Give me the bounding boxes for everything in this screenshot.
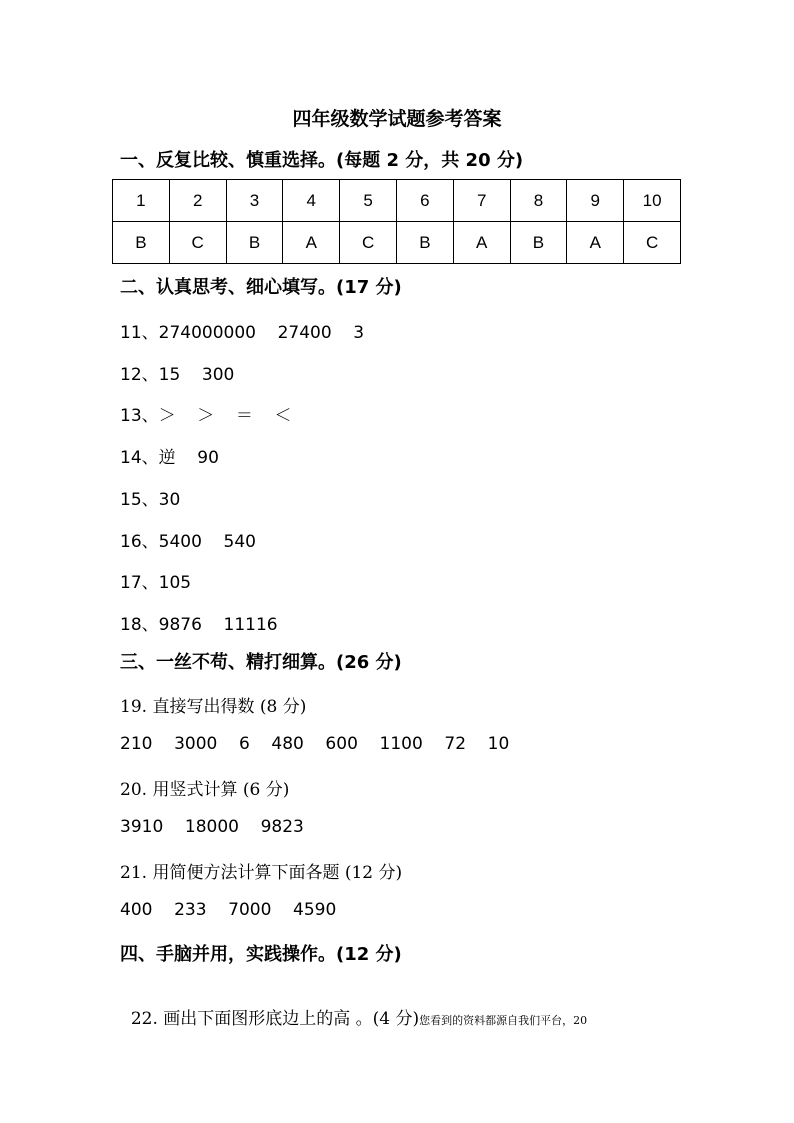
question-19-answers: 210 3000 6 480 600 1100 72 10 <box>120 734 510 754</box>
answer-line-16: 16、5400 540 <box>120 532 256 552</box>
question-20-answers: 3910 18000 9823 <box>120 817 304 837</box>
answer-line-12: 12、15 300 <box>120 365 235 385</box>
table-cell-number: 4 <box>283 180 340 222</box>
table-cell-answer: A <box>567 222 624 264</box>
table-cell-number: 6 <box>396 180 453 222</box>
section-2-heading: 二、认真思考、细心填写。(17 分) <box>120 277 402 298</box>
table-cell-answer: A <box>453 222 510 264</box>
table-cell-answer: C <box>624 222 681 264</box>
table-cell-number: 1 <box>113 180 170 222</box>
watermark-note: 您看到的资料都源自我们平台，20 <box>419 1014 588 1027</box>
question-22-title: 22. 画出下面图形底边上的高 。(4 分) <box>130 1009 420 1029</box>
table-cell-number: 9 <box>567 180 624 222</box>
answer-table <box>112 179 681 264</box>
answer-line-13: 13、＞ ＞ ＝ ＜ <box>120 406 292 426</box>
section-3-heading: 三、一丝不苟、精打细算。(26 分) <box>120 652 402 673</box>
question-21-answers: 400 233 7000 4590 <box>120 900 337 920</box>
table-cell-answer: B <box>396 222 453 264</box>
page-title: 四年级数学试题参考答案 <box>292 108 502 130</box>
table-cell-answer: C <box>169 222 226 264</box>
table-cell-answer: B <box>113 222 170 264</box>
question-22-line <box>120 984 587 1029</box>
table-cell-answer: A <box>283 222 340 264</box>
answer-table-answer-row <box>113 222 681 264</box>
table-cell-answer: B <box>510 222 567 264</box>
question-21-title: 21. 用简便方法计算下面各题 (12 分) <box>120 863 403 883</box>
answer-line-11: 11、274000000 27400 3 <box>120 323 365 343</box>
table-cell-number: 3 <box>226 180 283 222</box>
answer-table-number-row <box>113 180 681 222</box>
section-1-heading: 一、反复比较、慎重选择。(每题 2 分，共 20 分) <box>120 150 524 171</box>
table-cell-number: 5 <box>340 180 397 222</box>
question-19-title: 19. 直接写出得数 (8 分) <box>120 697 307 717</box>
table-cell-number: 10 <box>624 180 681 222</box>
answer-line-15: 15、30 <box>120 490 181 510</box>
table-cell-number: 7 <box>453 180 510 222</box>
answer-line-18: 18、9876 11116 <box>120 615 278 635</box>
table-cell-number: 8 <box>510 180 567 222</box>
table-cell-answer: C <box>340 222 397 264</box>
table-cell-answer: B <box>226 222 283 264</box>
question-20-title: 20. 用竖式计算 (6 分) <box>120 780 290 800</box>
answer-line-17: 17、105 <box>120 573 192 593</box>
section-4-heading: 四、手脑并用，实践操作。(12 分) <box>120 944 402 965</box>
table-cell-number: 2 <box>169 180 226 222</box>
answer-line-14: 14、逆 90 <box>120 448 219 468</box>
